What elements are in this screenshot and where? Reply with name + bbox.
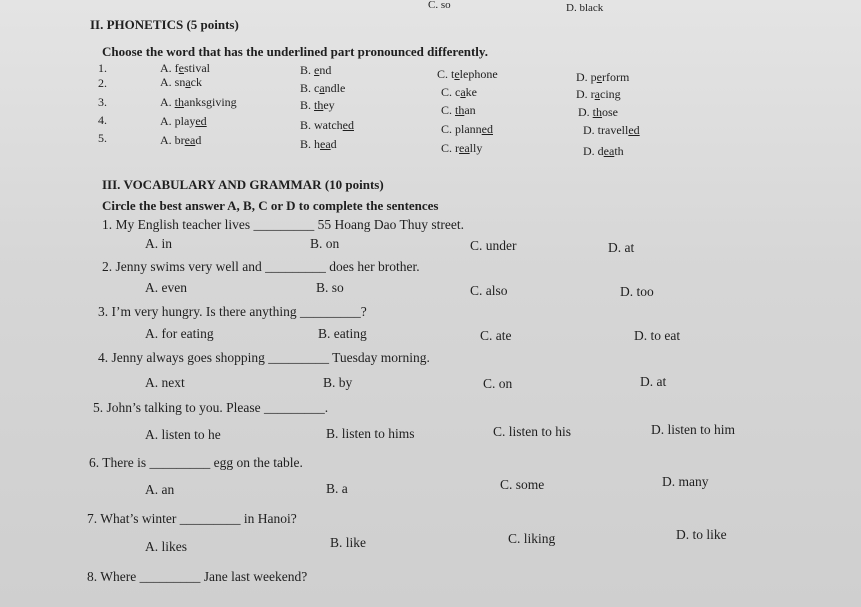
phonetics-row-2-number: 2. [98, 76, 107, 90]
phonetics-row-2-option-c: C. cake [441, 85, 477, 99]
top-remnant-d-option: D. black [566, 2, 604, 14]
question-3-option-c: C. ate [480, 328, 512, 343]
question-5-option-a: A. listen to he [145, 427, 221, 442]
question-6-option-c: C. some [500, 477, 545, 492]
question-2-text: 2. Jenny swims very well and _________ does her brother. [102, 259, 420, 274]
question-1-text: 1. My English teacher lives _________ 55 Hoang Dao Thuy street. [102, 217, 464, 232]
question-7-option-c: C. liking [508, 531, 556, 546]
phonetics-row-3-option-a: A. thanksgiving [160, 95, 237, 109]
question-5-option-b: B. listen to hims [326, 426, 415, 441]
phonetics-row-5-option-b: B. head [300, 137, 337, 151]
question-3-option-d: D. to eat [634, 328, 681, 343]
phonetics-row-1-option-c: C. telephone [437, 67, 498, 81]
question-7-option-a: A. likes [145, 539, 187, 554]
question-2-option-c: C. also [470, 283, 508, 298]
phonetics-row-4-option-d: D. travelled [583, 123, 640, 137]
phonetics-row-5-option-c: C. really [441, 141, 483, 155]
question-2-option-d: D. too [620, 284, 654, 299]
phonetics-instruction: Choose the word that has the underlined part pronounced differently. [102, 44, 488, 59]
top-remnant-c-option: C. so [428, 0, 451, 11]
phonetics-row-2-option-b: B. candle [300, 81, 346, 95]
question-2-option-b: B. so [316, 280, 344, 295]
phonetics-row-5-number: 5. [98, 131, 107, 145]
phonetics-row-3-option-c: C. than [441, 103, 476, 117]
phonetics-row-5-option-a: A. bread [160, 133, 202, 147]
question-3-option-b: B. eating [318, 326, 367, 341]
question-5-option-c: C. listen to his [493, 424, 572, 439]
phonetics-row-3-number: 3. [98, 95, 107, 109]
phonetics-row-3-option-b: B. they [300, 98, 335, 112]
phonetics-title: II. PHONETICS (5 points) [90, 17, 239, 32]
phonetics-row-1-number: 1. [98, 61, 107, 75]
question-4-option-b: B. by [323, 375, 353, 390]
question-3-option-a: A. for eating [145, 326, 214, 341]
phonetics-row-1-option-a: A. festival [160, 61, 210, 75]
question-6-option-d: D. many [662, 474, 709, 489]
phonetics-row-3-option-d: D. those [578, 105, 619, 119]
question-7-option-b: B. like [330, 535, 366, 550]
phonetics-row-5-option-d: D. death [583, 144, 624, 158]
question-7-text: 7. What’s winter _________ in Hanoi? [87, 511, 297, 526]
phonetics-row-4-option-b: B. watched [300, 118, 354, 132]
question-1-option-d: D. at [608, 240, 635, 255]
question-2-option-a: A. even [145, 280, 187, 295]
vocab-title: III. VOCABULARY AND GRAMMAR (10 points) [102, 177, 384, 192]
question-5-option-d: D. listen to him [651, 422, 735, 437]
question-1-option-a: A. in [145, 236, 172, 251]
vocab-instruction: Circle the best answer A, B, C or D to complete the sentences [102, 198, 439, 213]
phonetics-row-4-number: 4. [98, 113, 107, 127]
question-4-option-a: A. next [145, 375, 185, 390]
question-8-text: 8. Where _________ Jane last weekend? [87, 569, 308, 584]
question-1-option-b: B. on [310, 236, 340, 251]
question-1-option-c: C. under [470, 238, 517, 253]
phonetics-row-2-option-a: A. snack [160, 75, 202, 89]
phonetics-row-2-option-d: D. racing [576, 87, 621, 101]
question-4-option-d: D. at [640, 374, 667, 389]
question-4-option-c: C. on [483, 376, 513, 391]
question-6-option-b: B. a [326, 481, 348, 496]
question-7-option-d: D. to like [676, 527, 727, 542]
question-3-text: 3. I’m very hungry. Is there anything _________? [98, 304, 367, 319]
phonetics-row-1-option-d: D. perform [576, 70, 630, 84]
question-6-option-a: A. an [145, 482, 175, 497]
question-5-text: 5. John’s talking to you. Please _________. [93, 400, 329, 415]
phonetics-row-1-option-b: B. end [300, 63, 332, 77]
phonetics-row-4-option-a: A. played [160, 114, 207, 128]
question-6-text: 6. There is _________ egg on the table. [89, 455, 303, 470]
question-4-text: 4. Jenny always goes shopping _________ Tuesday morning. [98, 350, 430, 365]
phonetics-row-4-option-c: C. planned [441, 122, 493, 136]
